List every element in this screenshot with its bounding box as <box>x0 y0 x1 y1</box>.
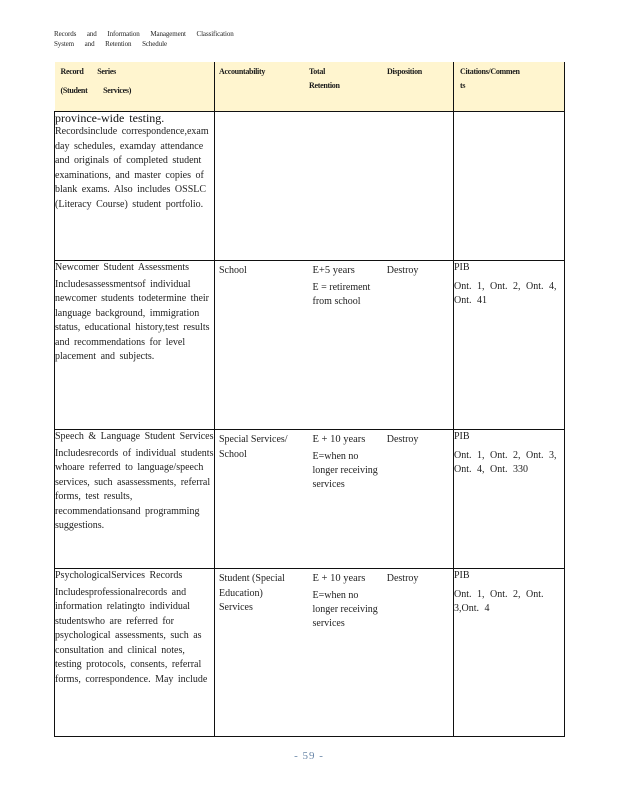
citation-references: Ont. 1, Ont. 2, Ont. 3,Ont. 4 <box>454 589 544 614</box>
retention-schedule-table <box>54 62 565 737</box>
retention-period: E + 10 years <box>312 434 366 445</box>
citation-references: Ont. 1, Ont. 2, Ont. 4, Ont. 41 <box>454 281 557 306</box>
header-merged <box>215 62 454 112</box>
record-series-title: PsychologicalServices Records <box>55 570 183 581</box>
pib-label: PIB <box>454 262 470 273</box>
record-series-description: Includesassessmentsof individual newcomer students todetermine their language background, immigration status, educational history,test results and recommendations for level placement and subjects. <box>55 278 210 362</box>
header-citations-line1: Citations/Commen <box>460 67 520 76</box>
record-series-cell <box>55 261 215 430</box>
running-header-line2: System and Retention Schedule <box>54 40 167 48</box>
citations-cell <box>454 112 565 261</box>
record-series-cell <box>55 430 215 569</box>
header-citations-line2: ts <box>460 81 466 90</box>
total-retention <box>305 572 379 631</box>
pib-label: PIB <box>454 570 470 581</box>
record-series-description: Includesprofessionalrecords and information relatingto individual studentswho are referred for psychological assessments, such as consultation and clinical notes, testing protocols, consents, referral forms, correspondence. May include <box>55 586 208 685</box>
header-accountability: Accountability <box>219 67 266 76</box>
header-citations <box>454 62 565 112</box>
retention-event-note: E=when no longer receiving services <box>312 450 378 490</box>
header-retention-line2: Retention <box>309 81 340 90</box>
record-series-lead: province-wide testing. <box>55 111 165 125</box>
header-series-line1: Record Series <box>60 67 116 76</box>
record-series-description: Recordsinclude correspondence,exam day schedules, examday attendance and originals of completed student examinations, and master copies of blank exams. Also includes OSSLC (Literacy Course) student portfolio. <box>55 126 209 210</box>
retention-period: E + 10 years <box>312 573 366 584</box>
accountability-value: Student (Special Education) Services <box>219 573 285 613</box>
record-series-description: Includesrecords of individual students whoare referred to language/speech services, such asassessments, referral forms, test results, recommendationsand programming suggestions. <box>55 447 214 531</box>
citations-cell <box>454 430 565 569</box>
record-series-title: Speech & Language Student Services <box>55 431 214 442</box>
citations-cell <box>454 261 565 430</box>
record-series-title: Newcomer Student Assessments <box>55 262 189 273</box>
accountability-retention-disposition-cell <box>215 112 454 261</box>
header-retention-line1: Total <box>309 67 325 76</box>
accountability-retention-disposition-cell <box>215 261 454 430</box>
table-header-row <box>55 62 565 112</box>
header-disposition: Disposition <box>387 67 422 76</box>
record-series-cell <box>55 569 215 737</box>
disposition-value: Destroy <box>386 573 419 584</box>
table-row <box>55 112 565 261</box>
retention-period: E+5 years <box>312 265 355 276</box>
header-series-line2: (Student Services) <box>60 86 132 95</box>
pib-label: PIB <box>454 431 470 442</box>
disposition-value: Destroy <box>386 265 419 276</box>
accountability-retention-disposition-cell <box>215 569 454 737</box>
total-retention <box>305 433 379 492</box>
header-total-retention <box>309 67 387 91</box>
header-record-series <box>55 62 215 112</box>
running-header <box>54 29 254 49</box>
table-row <box>55 569 565 737</box>
retention-event-note: E=when no longer receiving services <box>312 589 378 629</box>
running-header-line1: Records and Information Management Classification <box>54 30 234 38</box>
total-retention <box>305 264 379 309</box>
page-number: - 59 - <box>294 750 324 762</box>
citation-references: Ont. 1, Ont. 2, Ont. 3, Ont. 4, Ont. 330 <box>454 450 557 475</box>
citations-cell <box>454 569 565 737</box>
disposition-value: Destroy <box>386 434 419 445</box>
table-row <box>55 430 565 569</box>
table-row <box>55 261 565 430</box>
accountability-value: School <box>219 265 247 276</box>
accountability-value: Special Services/ School <box>219 434 288 460</box>
accountability-retention-disposition-cell <box>215 430 454 569</box>
retention-event-note: E = retirement from school <box>312 281 371 307</box>
record-series-cell <box>55 112 215 261</box>
